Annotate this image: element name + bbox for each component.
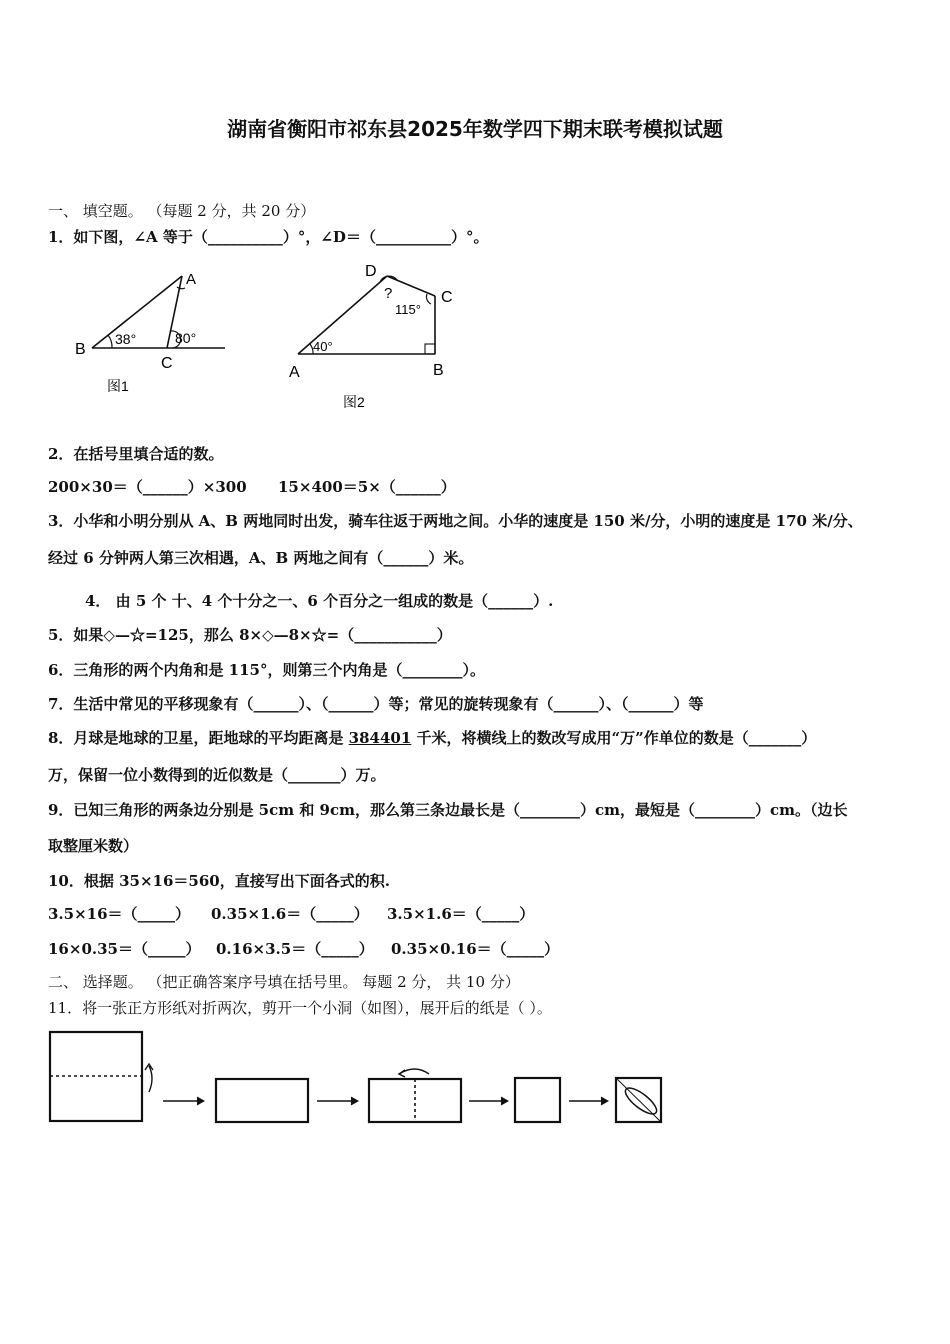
question-10: 10．根据 35×16＝560，直接写出下面各式的积. <box>48 872 390 890</box>
paper-folding-figure <box>45 1028 670 1128</box>
question-10-r1-c1: 3.5×16＝（_____） <box>48 905 191 923</box>
question-8-prefix: 8．月球是地球的卫星，距地球的平均距离是 <box>48 729 349 747</box>
question-2: 2．在括号里填合适的数。 <box>48 445 224 463</box>
fig2-label-d: D <box>365 263 377 280</box>
fig2-angle-a: 40° <box>313 339 333 354</box>
fig1-angle-b: 38° <box>115 331 137 347</box>
question-8-line-1 <box>48 728 816 748</box>
question-9-line-2: 取整厘米数） <box>48 837 139 855</box>
figure-2-quadrilateral <box>283 258 473 418</box>
fig2-label-b: B <box>433 362 444 379</box>
question-3-line-1: 3．小华和小明分别从 A、B 两地同时出发，骑车往返于两地之间。小华的速度是 150 米/分，小明的速度是 170 米/分、 <box>48 512 863 530</box>
question-6: 6．三角形的两个内角和是 115°，则第三个内角是（________）。 <box>48 661 485 679</box>
question-2-item-1: 200×30＝（______）×300 <box>48 478 247 496</box>
question-10-r1-c3: 3.5×1.6＝（_____） <box>387 905 535 923</box>
fig1-label-c: C <box>161 355 173 372</box>
fig2-angle-c: 115° <box>395 302 421 317</box>
fig2-label-a: A <box>289 364 300 381</box>
section-2-heading: 二、 选择题。 （把正确答案序号填在括号里。 每题 2 分， 共 10 分） <box>48 973 520 991</box>
question-9-line-1: 9．已知三角形的两条边分别是 5cm 和 9cm，那么第三条边最长是（________）cm，最短是（________）cm。（边长 <box>48 801 848 819</box>
question-8-line-2: 万，保留一位小数得到的近似数是（_______）万。 <box>48 766 386 784</box>
question-2-item-2: 15×400＝5×（______） <box>278 478 456 496</box>
fig1-angle-c: 80° <box>175 330 197 346</box>
question-8-suffix: 千米，将横线上的数改写成用“万”作单位的数是（_______） <box>411 729 817 747</box>
question-11: 11．将一张正方形纸对折两次，剪开一个小洞（如图），展开后的纸是（ ）。 <box>48 999 552 1017</box>
fig1-label-a: A <box>186 271 197 288</box>
question-1: 1．如下图，∠A 等于（__________）°，∠D＝（__________）°。 <box>48 228 489 246</box>
page-title: 湖南省衡阳市祁东县2025年数学四下期末联考模拟试题 <box>227 117 723 141</box>
question-10-r1-c2: 0.35×1.6＝（_____） <box>211 905 369 923</box>
question-10-r2-c1: 16×0.35＝（_____） <box>48 940 201 958</box>
question-5: 5．如果◇—☆=125，那么 8×◇—8×☆=（___________） <box>48 626 452 644</box>
fig2-label-c: C <box>441 289 453 306</box>
question-4: 4． 由 5 个 十、4 个十分之一、6 个百分之一组成的数是（______）. <box>85 592 554 610</box>
question-3-line-2: 经过 6 分钟两人第三次相遇，A、B 两地之间有（______）米。 <box>48 549 474 567</box>
figure-1-triangle <box>70 262 230 397</box>
question-7: 7．生活中常见的平移现象有（______）、（______）等；常见的旋转现象有（______）、（______）等 <box>48 695 704 713</box>
fig1-caption: 图1 <box>107 378 129 394</box>
fig1-label-b: B <box>75 341 86 358</box>
fig2-caption: 图2 <box>343 394 365 410</box>
section-1-heading: 一、 填空题。 （每题 2 分，共 20 分） <box>48 202 316 220</box>
fig2-angle-d: ? <box>384 285 393 302</box>
question-10-r2-c2: 0.16×3.5＝（_____） <box>216 940 374 958</box>
question-10-r2-c3: 0.35×0.16＝（_____） <box>391 940 560 958</box>
question-8-number: 384401 <box>348 729 412 747</box>
